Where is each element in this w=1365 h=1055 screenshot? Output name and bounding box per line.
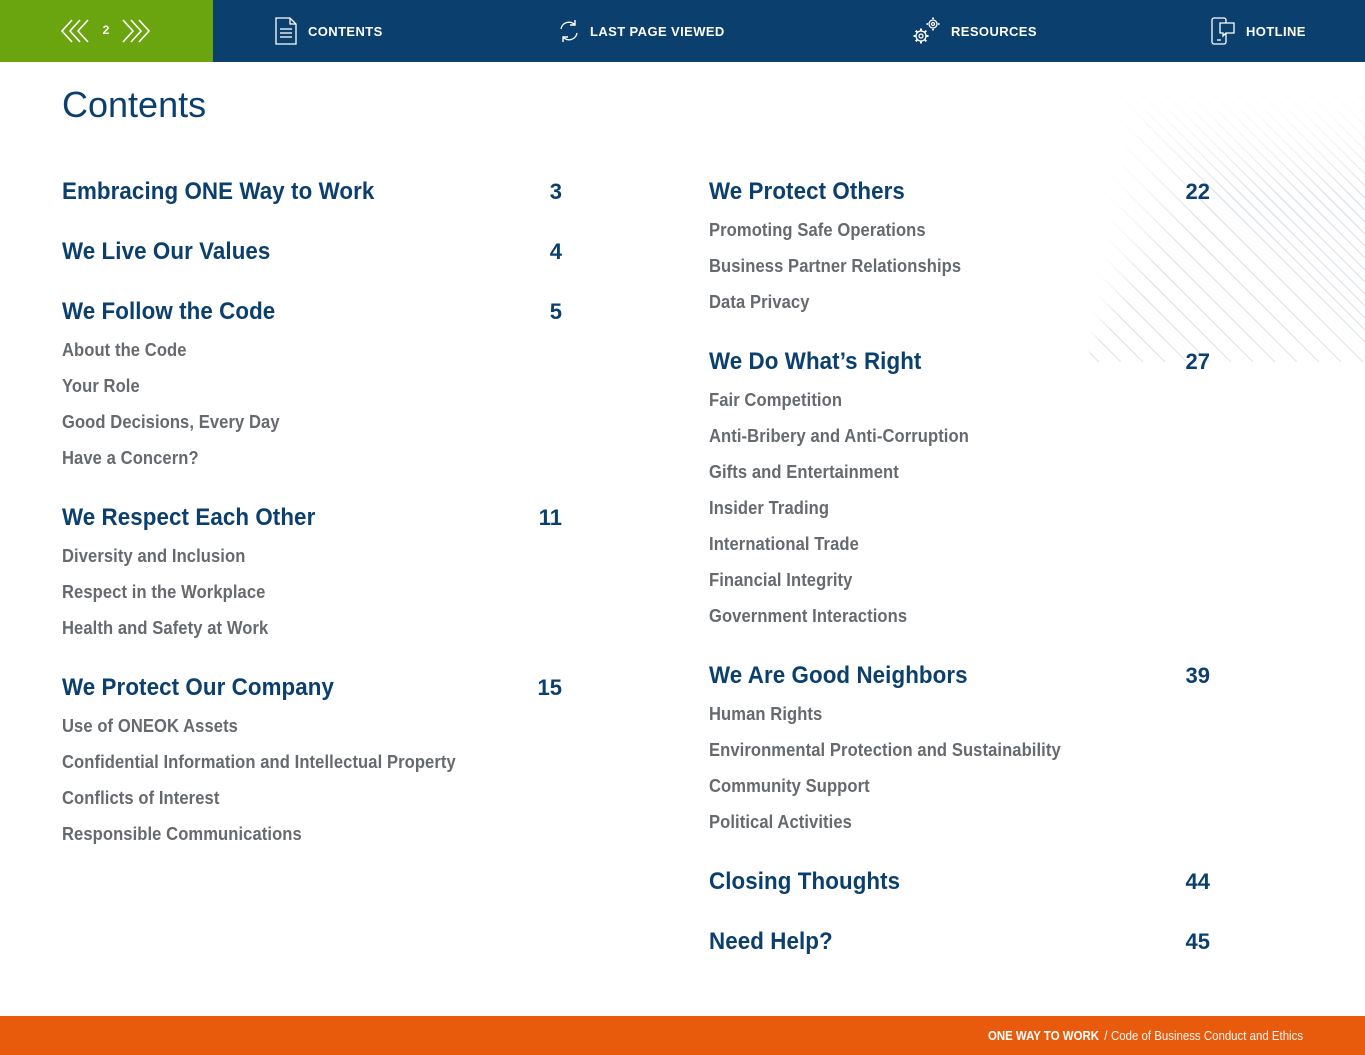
toc-subsection-link[interactable]: Political Activities bbox=[709, 812, 852, 832]
footer-document-title: Code of Business Conduct and Ethics bbox=[1110, 1028, 1303, 1043]
toc-subsection-link[interactable]: Conflicts of Interest bbox=[62, 788, 220, 808]
toc-page-number: 3 bbox=[549, 179, 562, 204]
stripe-line bbox=[1289, 62, 1365, 362]
toc-section-link[interactable] bbox=[62, 504, 562, 536]
refresh-icon bbox=[558, 19, 580, 43]
next-page-icon[interactable] bbox=[121, 17, 151, 45]
toc-section bbox=[709, 178, 1210, 320]
stripe-line bbox=[1337, 62, 1365, 362]
toc-section-link[interactable] bbox=[709, 868, 1210, 900]
toc-section bbox=[709, 868, 1210, 900]
nav-contents-link[interactable] bbox=[274, 0, 383, 62]
toc-subsection-link[interactable]: Gifts and Entertainment bbox=[709, 462, 899, 482]
toc-section-link[interactable] bbox=[709, 662, 1210, 694]
toc-page-number: 45 bbox=[1185, 929, 1210, 954]
toc-subsection-link[interactable]: International Trade bbox=[709, 534, 859, 554]
toc-subsection-link[interactable]: Community Support bbox=[709, 776, 870, 796]
toc-page-number: 44 bbox=[1185, 869, 1210, 894]
toc-section bbox=[709, 928, 1210, 960]
toc-page-number: 39 bbox=[1185, 663, 1210, 688]
toc-section bbox=[709, 662, 1210, 840]
toc-subsection-link[interactable]: Financial Integrity bbox=[709, 570, 853, 590]
toc-subsection-list bbox=[62, 332, 562, 476]
nav-contents-label: CONTENTS bbox=[308, 23, 383, 39]
top-nav-bar bbox=[0, 0, 1365, 62]
toc-page-number: 11 bbox=[538, 505, 562, 530]
toc-subsection-link[interactable]: Environmental Protection and Sustainability bbox=[709, 740, 1061, 760]
toc-section-title: Closing Thoughts bbox=[709, 868, 901, 895]
toc-section-title: We Protect Others bbox=[709, 178, 905, 205]
page-navigator bbox=[0, 0, 213, 62]
toc-page-number: 5 bbox=[549, 299, 562, 324]
footer-bar bbox=[0, 1016, 1365, 1055]
toc-section-title: We Respect Each Other bbox=[62, 504, 316, 531]
toc-left-column bbox=[62, 178, 562, 852]
toc-section bbox=[62, 298, 562, 476]
toc-section-link[interactable] bbox=[709, 348, 1210, 380]
toc-section-title: Need Help? bbox=[709, 928, 833, 955]
toc-page-number: 27 bbox=[1185, 349, 1210, 374]
nav-hotline-link[interactable] bbox=[1210, 0, 1306, 62]
toc-subsection-link[interactable]: Human Rights bbox=[709, 704, 823, 724]
toc-page-number: 22 bbox=[1185, 179, 1210, 204]
toc-subsection-link[interactable]: Data Privacy bbox=[709, 292, 810, 312]
section-spacer bbox=[62, 210, 562, 238]
toc-section-title: We Do What’s Right bbox=[709, 348, 922, 375]
toc-section bbox=[62, 238, 562, 270]
section-spacer bbox=[709, 840, 1210, 868]
toc-subsection-link[interactable]: Diversity and Inclusion bbox=[62, 546, 246, 566]
toc-section-title: Embracing ONE Way to Work bbox=[62, 178, 375, 205]
toc-subsection-link[interactable]: Use of ONEOK Assets bbox=[62, 716, 238, 736]
toc-subsection-link[interactable]: Insider Trading bbox=[709, 498, 830, 518]
nav-resources-link[interactable] bbox=[911, 0, 1037, 62]
toc-subsection-list bbox=[709, 212, 1210, 320]
toc-subsection-link[interactable]: Promoting Safe Operations bbox=[709, 220, 926, 240]
nav-last-page-link[interactable] bbox=[558, 0, 725, 62]
section-spacer bbox=[709, 634, 1210, 662]
nav-hotline-label: HOTLINE bbox=[1246, 23, 1306, 39]
toc-subsection-link[interactable]: Business Partner Relationships bbox=[709, 256, 962, 276]
phone-chat-icon bbox=[1210, 16, 1236, 46]
stripe-line bbox=[1253, 62, 1365, 362]
stripe-line bbox=[1205, 62, 1365, 362]
toc-section-title: We Protect Our Company bbox=[62, 674, 335, 701]
stripe-line bbox=[1313, 62, 1365, 362]
footer-brand: ONE WAY TO WORK bbox=[987, 1028, 1099, 1043]
toc-subsection-link[interactable]: Confidential Information and Intellectual Property bbox=[62, 752, 456, 772]
toc-subsection-list bbox=[709, 382, 1210, 634]
page-title: Contents bbox=[62, 84, 207, 125]
toc-right-column bbox=[709, 178, 1210, 960]
toc-subsection-list bbox=[709, 696, 1210, 840]
toc-section-link[interactable] bbox=[709, 928, 1210, 960]
toc-subsection-list bbox=[62, 708, 562, 852]
toc-section-title: We Live Our Values bbox=[62, 238, 271, 265]
section-spacer bbox=[62, 476, 562, 504]
footer-separator: / bbox=[1104, 1028, 1108, 1043]
toc-section bbox=[62, 178, 562, 210]
toc-section bbox=[62, 504, 562, 646]
toc-page-number: 4 bbox=[549, 239, 562, 264]
document-icon bbox=[274, 17, 298, 45]
toc-subsection-link[interactable]: Anti-Bribery and Anti-Corruption bbox=[709, 426, 969, 446]
toc-subsection-link[interactable]: About the Code bbox=[62, 340, 187, 360]
toc-section-link[interactable] bbox=[62, 178, 562, 210]
section-spacer bbox=[709, 900, 1210, 928]
toc-section-link[interactable] bbox=[62, 298, 562, 330]
nav-resources-label: RESOURCES bbox=[951, 23, 1037, 39]
toc-section-link[interactable] bbox=[709, 178, 1210, 210]
toc-subsection-link[interactable]: Have a Concern? bbox=[62, 448, 199, 468]
toc-subsection-link[interactable]: Health and Safety at Work bbox=[62, 618, 269, 638]
section-spacer bbox=[62, 646, 562, 674]
toc-section bbox=[709, 348, 1210, 634]
toc-subsection-link[interactable]: Fair Competition bbox=[709, 390, 843, 410]
page-number: 2 bbox=[102, 23, 110, 37]
gears-icon bbox=[911, 16, 941, 46]
section-spacer bbox=[62, 270, 562, 298]
toc-subsection-link[interactable]: Responsible Communications bbox=[62, 824, 302, 844]
nav-last-page-label: LAST PAGE VIEWED bbox=[590, 23, 725, 39]
toc-section-title: We Follow the Code bbox=[62, 298, 276, 325]
toc-section bbox=[62, 674, 562, 852]
toc-section-title: We Are Good Neighbors bbox=[709, 662, 968, 689]
toc-subsection-link[interactable]: Respect in the Workplace bbox=[62, 582, 266, 602]
stripe-line bbox=[1265, 62, 1365, 362]
previous-page-icon[interactable] bbox=[60, 17, 90, 45]
toc-subsection-link[interactable]: Good Decisions, Every Day bbox=[62, 412, 280, 432]
toc-section-link[interactable] bbox=[62, 674, 562, 706]
toc-subsection-link[interactable]: Government Interactions bbox=[709, 606, 908, 626]
toc-page-number: 15 bbox=[537, 675, 562, 700]
toc-subsection-list bbox=[62, 538, 562, 646]
toc-subsection-link[interactable]: Your Role bbox=[62, 376, 140, 396]
toc-section-link[interactable] bbox=[62, 238, 562, 270]
section-spacer bbox=[709, 320, 1210, 348]
